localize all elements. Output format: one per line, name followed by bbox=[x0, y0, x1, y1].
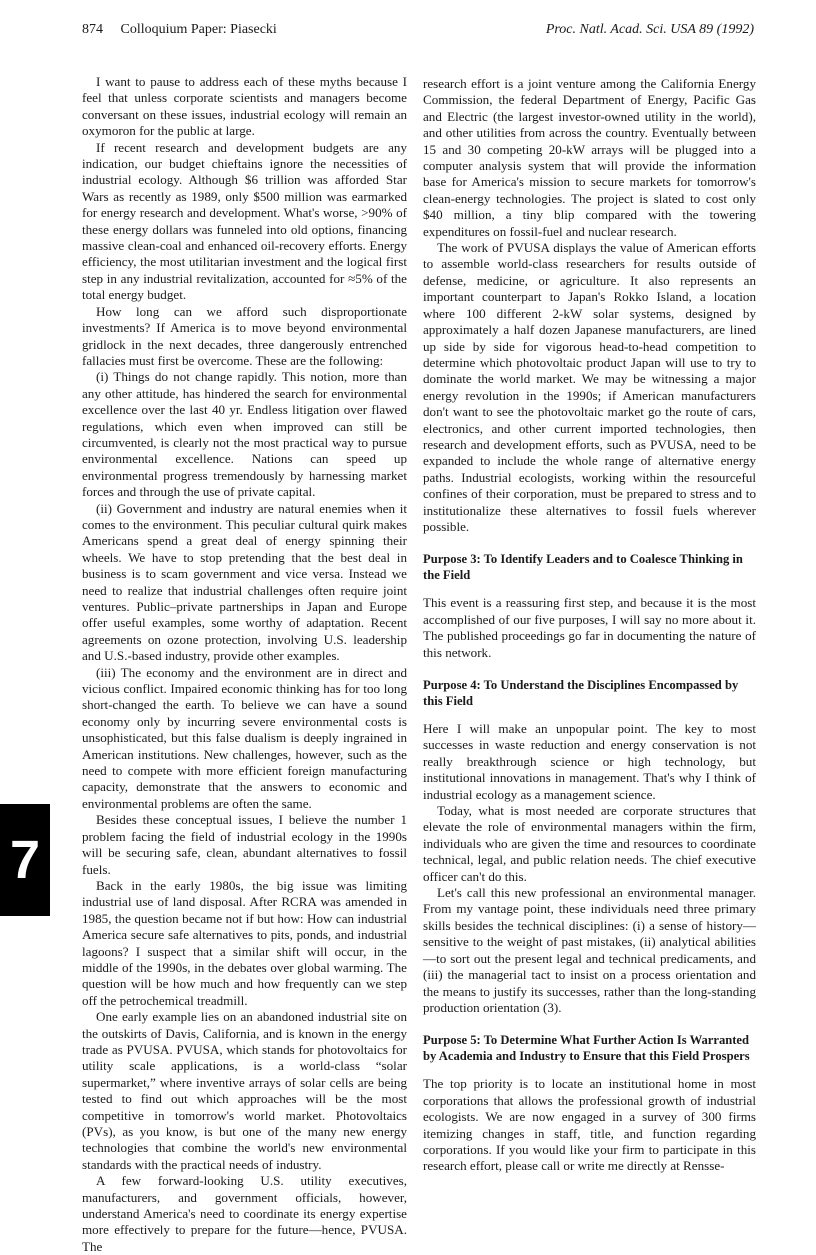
section-heading-purpose-5: Purpose 5: To Determine What Further Action Is Warranted by Academia and Industry to Ensure that this Field Prospers bbox=[423, 1033, 750, 1064]
section-heading-purpose-4: Purpose 4: To Understand the Disciplines Encompassed by this Field bbox=[423, 678, 739, 708]
thumb-tab: 7 bbox=[0, 804, 50, 916]
body-paragraph: If recent research and development budgets are any indication, our budget chieftains ignore the necessities of industrial ecology. Although $6 trillion was afforded Star Wars as recently as 1989, only $500 million was earmarked for energy research and development. What's worse, >90% of these energy dollars was funneled into old options, financing massive clean-coal and enhanced oil-recovery efforts. Energy efficiency, the most utilitarian investment and the logical first step in any industrial revitalization, accounted for ≈5% of the total energy budget. bbox=[82, 139, 407, 303]
body-paragraph: Back in the early 1980s, the big issue was limiting industrial use of land disposal. After RCRA was amended in 1985, the question became not if but how: How can industrial America secure safe alternatives to pits, ponds, and industrial lagoons? I suspect that a similar shift will occur, in the middle of the 1990s, in the debates over global warming. The question will be how much and how frequently can we step off the petrochemical treadmill. bbox=[82, 877, 407, 1008]
body-paragraph: The top priority is to locate an institutional home in most corporations that allows the professional growth of industrial ecologists. We are now engaged in a survey of 300 firms itemizing changes in staff, title, and function regarding corporations. If you would like your firm to participate in this research effort, please call or write me directly at Rensse- bbox=[423, 1076, 756, 1174]
page-number: 874 bbox=[82, 22, 103, 37]
body-paragraph: (ii) Government and industry are natural enemies when it comes to the environment. This peculiar cultural quirk makes Americans spend a great deal of energy spinning their wheels. We have to stop pretending that the best deal in business is to scam government and vice versa. Instead we need to realize that industrial challenges often require joint ventures. Public–private partnerships in Japan and Europe offer useful examples, some worthy of adaptation. Recent agreements on ozone protection, involving U.S. leadership and U.S.-based industry, provide other examples. bbox=[82, 500, 407, 664]
journal-citation: Proc. Natl. Acad. Sci. USA 89 (1992) bbox=[545, 22, 754, 37]
body-paragraph: research effort is a joint venture among the California Energy Commission, the federal Department of Energy, Pacific Gas and Electric (the largest investor-owned utility in the world), and other utilities from across the country. Eventually between 15 and 30 competing 20-kW arrays will be plugged into a computer analysis system that will provide the information base for America's mission to secure markets for tomorrow's clean-energy technologies. The project is slated to cost only $40 million, a tiny blip compared with the towering expenditures on fossil-fuel and nuclear research. bbox=[423, 76, 756, 239]
body-paragraph: Besides these conceptual issues, I believe the number 1 problem facing the field of industrial ecology in the 1990s will be securing safe, clean, abundant alternatives to fossil fuels. bbox=[82, 812, 407, 877]
body-paragraph: Let's call this new professional an environmental manager. From my vantage point, these individuals need three primary skills besides the technical disciplines: (i) a sense of history—sensitive to the weight of past mistakes, (ii) analytical abilities—to sort out the present legal and technical predicaments, and (iii) the managerial tact to insist on a process orientation and the means to justify its successes, rather than the long-standing production orientation (3). bbox=[423, 885, 756, 1015]
body-paragraph: I want to pause to address each of these myths because I feel that unless corporate scientists and managers become conversant on these issues, industrial ecology will remain an oxymoron for the public at large. bbox=[82, 74, 407, 139]
colloquium-title: Colloquium Paper: Piasecki bbox=[120, 22, 277, 37]
running-head bbox=[82, 20, 754, 40]
body-paragraph: How long can we afford such disproportionate investments? If America is to move beyond environmental gridlock in the next decades, three dangerously entrenched fallacies must first be overcome. These are the following: bbox=[82, 303, 407, 368]
body-paragraph: (i) Things do not change rapidly. This notion, more than any other attitude, has hindered the search for environmental excellence over the last 40 yr. Endless litigation over flawed regulations, which even when improved can still be circumvented, is clearly not the most practical way to pursue environmental excellence. Nations can speed up environmental progress tremendously by harnessing market forces and through the use of private capital. bbox=[82, 369, 407, 500]
body-paragraph: Today, what is most needed are corporate structures that elevate the role of environmental managers within the firm, individuals who are given the time and resources to coordinate technical, legal, and public relation needs. The chief executive officer can't do this. bbox=[423, 803, 756, 884]
running-head-left bbox=[82, 20, 277, 40]
body-paragraph: (iii) The economy and the environment are in direct and vicious conflict. Impaired economic thinking has for too long short-changed the earth. To believe we can have a sound economy only by incurring severe environmental costs is unsophisticated, but this false dualism is deeply ingrained in American institutions. New challenges, however, such as the need to compete with more efficient foreign manufacturing capacity, demonstrate that the answers to economic and environmental problems are often the same. bbox=[82, 664, 407, 811]
section-heading-purpose-3: Purpose 3: To Identify Leaders and to Coalesce Thinking in the Field bbox=[423, 552, 743, 583]
body-paragraph: The work of PVUSA displays the value of American efforts to assemble world-class researchers for results outside of defense, medicine, or agriculture. It also represents an important counterpart to Japan's Rokko Island, a location where 100 different 2-kW solar systems, designed by approximately a half dozen Japanese manufacturers, are lined up side by side for vigorous head-to-head competition to determine which photovoltaic product Japan will use to try to dominate the world market. We may be witnessing a major energy revolution in the 1990s; if American manufacturers don't want to see the photovoltaic market go the route of cars, electronics, and other current imported technologies, then research and development efforts, such as PVUSA, need to be expanded to include the whole range of alternative energy paths. Industrial ecologists, working within the resourceful confines of their corporation, must be prepared to stress and to institutionalize these alternatives to fossil fuels wherever possible. bbox=[423, 240, 756, 534]
body-paragraph: One early example lies on an abandoned industrial site on the outskirts of Davis, California, and is known in the energy trade as PVUSA. PVUSA, which stands for photovoltaics for utility scale applications, is a world-class “solar supermarket,” where inventive arrays of solar cells are being tested to find out which approaches will be the most competitive in tomorrow's world market. Photovoltaics (PVs), as you know, is but one of the many new energy technologies that combine the world's new environmental standards with the practical needs of industry. bbox=[82, 1009, 407, 1172]
body-paragraph: A few forward-looking U.S. utility executives, manufacturers, and government officials, however, understand America's need to coordinate its energy expertise more effectively to prepare for the future—hence, PVUSA. The bbox=[82, 1173, 407, 1254]
body-paragraph: Here I will make an unpopular point. The key to most successes in waste reduction and energy conservation is not really breakthrough science or high technology, but institutional innovations in management. That's why I think of industrial ecology as a management science. bbox=[423, 721, 756, 802]
right-column bbox=[423, 76, 756, 1175]
body-paragraph: This event is a reassuring first step, and because it is the most accomplished of our five purposes, I will say no more about it. The published proceedings go far in documenting the nature of this network. bbox=[423, 595, 756, 660]
